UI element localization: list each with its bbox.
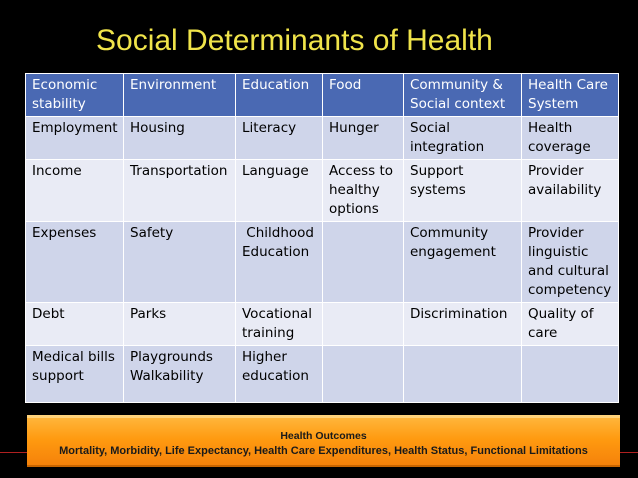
header-education: Education <box>236 74 323 117</box>
table-cell: Employment <box>26 117 124 160</box>
health-outcomes-heading: Health Outcomes <box>280 430 367 442</box>
table-cell: Discrimination <box>404 303 522 346</box>
header-food: Food <box>323 74 404 117</box>
table-cell: Community engagement <box>404 222 522 303</box>
determinants-table <box>25 73 619 403</box>
header-environment: Environment <box>124 74 236 117</box>
table-cell: Social integration <box>404 117 522 160</box>
table-cell: Transportation <box>124 160 236 222</box>
table-header-row <box>26 74 619 117</box>
table-cell: Safety <box>124 222 236 303</box>
table-cell: Literacy <box>236 117 323 160</box>
table-cell: Provider linguistic and cultural competency <box>522 222 619 303</box>
decorative-rule-right <box>620 452 638 453</box>
header-economic-stability: Economic stability <box>26 74 124 117</box>
slide-title: Social Determinants of Health <box>96 24 493 57</box>
table-cell <box>522 346 619 403</box>
table-cell: Medical bills support <box>26 346 124 403</box>
table-cell: Support systems <box>404 160 522 222</box>
header-health-care-system: Health Care System <box>522 74 619 117</box>
table-cell <box>323 303 404 346</box>
table-cell: Hunger <box>323 117 404 160</box>
table-cell: Playgrounds Walkability <box>124 346 236 403</box>
table-cell: Quality of care <box>522 303 619 346</box>
table-row <box>26 346 619 403</box>
table-cell: Access to healthy options <box>323 160 404 222</box>
table-row <box>26 117 619 160</box>
table-cell: Health coverage <box>522 117 619 160</box>
table-cell: Childhood Education <box>236 222 323 303</box>
table-cell: Vocational training <box>236 303 323 346</box>
table-cell: Debt <box>26 303 124 346</box>
health-outcomes-list: Mortality, Morbidity, Life Expectancy, Health Care Expenditures, Health Status, Functional Limitations <box>59 445 588 457</box>
table-row <box>26 160 619 222</box>
table-row <box>26 222 619 303</box>
table-cell <box>323 222 404 303</box>
table-cell <box>404 346 522 403</box>
health-outcomes-banner <box>27 415 620 467</box>
table-cell: Language <box>236 160 323 222</box>
header-community-social-context: Community & Social context <box>404 74 522 117</box>
table-cell: Provider availability <box>522 160 619 222</box>
table-cell <box>323 346 404 403</box>
table-cell: Income <box>26 160 124 222</box>
table-cell: Parks <box>124 303 236 346</box>
table-cell: Expenses <box>26 222 124 303</box>
table-row <box>26 303 619 346</box>
decorative-rule-left <box>0 452 27 453</box>
table-cell: Higher education <box>236 346 323 403</box>
table-cell: Housing <box>124 117 236 160</box>
